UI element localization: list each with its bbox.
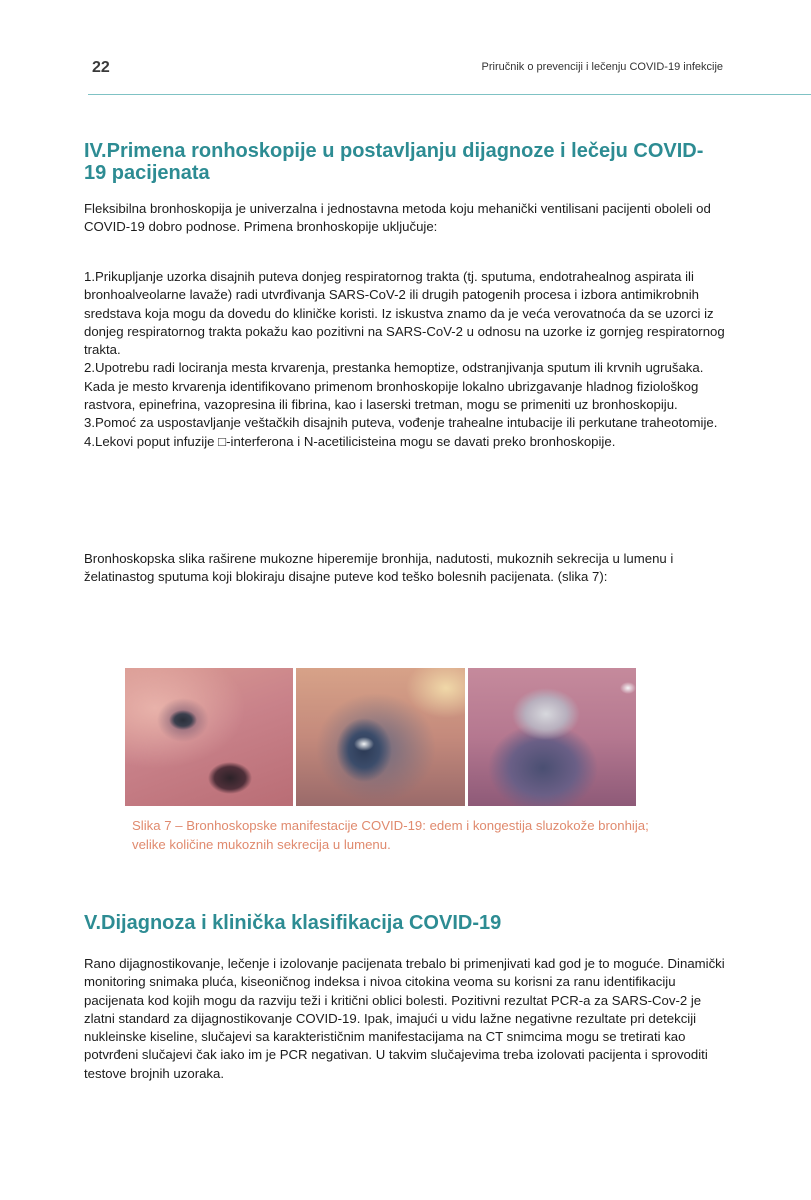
section-5-heading: V.Dijagnoza i klinička klasifikacija COVID-19 bbox=[84, 912, 502, 934]
running-header-title: Priručnik o prevenciji i lečenju COVID-19 infekcije bbox=[481, 61, 723, 73]
bronchoscopy-uses-list bbox=[84, 268, 730, 451]
list-item: 2.Upotrebu radi lociranja mesta krvarenja, prestanka hemoptize, odstranjivanja sputum ili krvnih ugrušaka. Kada je mesto krvarenja identifikovano primenom bronhoskopije lokalno ubrizgavanje hladnog fiziološkog rastvora, epinefrina, vazopresina ili fibrina, kao i laserski tretman, mogu se primeniti uz bronhoskopiju. bbox=[84, 360, 704, 413]
header-divider bbox=[88, 94, 811, 95]
bronchoscopy-figure bbox=[125, 668, 636, 806]
section-5-body-paragraph: Rano dijagnostikovanje, lečenje i izolovanje pacijenata trebalo bi primenjivati kad god je to moguće. Dinamički monitoring snimaka pluća, kiseoničnog indeksa i nivoa citokina veoma su korisni za ranu identifikaciju pacijenata kod kojih mogu da razviju teži i kritični oblici bolesti. Pozitivni rezultat PCR-a za SARS-Cov-2 je zlatni standard za dijagnostikovanje COVID-19. Ipak, imajući u vidu lažne negativne rezultate pri detekciji nukleinske kiseline, slučajevi sa karakterističnim manifestacijama na CT snimcima mogu se tretirati kao potvrđeni slučajevi čak iako im je PCR negativan. U takvim slučajevima treba izolovati pacijenta i sprovoditi testove brojnih uzoraka. bbox=[84, 956, 725, 1081]
bronchoscopy-photo bbox=[125, 668, 293, 806]
page-number: 22 bbox=[92, 59, 110, 76]
bronchoscopy-photo bbox=[296, 668, 464, 806]
list-item: 1.Prikupljanje uzorka disajnih puteva donjeg respiratornog trakta (tj. sputuma, endotrahealnog aspirata ili bronhoalveolarne lavaže) radi utvrđivanja SARS-CoV-2 ili drugih patogenih procesa i izbora antimikrobnih sredstava koja mogu da dovedu do kliničke koristi. Iz iskustva znamo da je veća verovatnoća da se uzorci iz donjeg respiratornog trakta pokažu kao pozitivni na SARS-CoV-2 u odnosu na uzorke iz gornjeg respiratornog trakta. bbox=[84, 269, 725, 358]
figure-intro-paragraph: Bronhoskopska slika raširene mukozne hiperemije bronhija, nadutosti, mukoznih sekrecija u lumenu i želatinastog sputuma koji blokiraju disajne puteve kod teško bolesnih pacijenata. (slika 7): bbox=[84, 551, 674, 585]
figure-caption: Slika 7 – Bronhoskopske manifestacije COVID-19: edem i kongestija sluzokože bronhija; velike količine mukoznih sekrecija u lumenu. bbox=[132, 818, 649, 852]
list-item: 3.Pomoć za uspostavljanje veštačkih disajnih puteva, vođenje trahealne intubacije ili perkutane traheotomije. bbox=[84, 415, 718, 431]
section-4-heading: IV.Primena ronhoskopije u postavljanju dijagnoze i lečeju COVID-19 pacijenata bbox=[84, 140, 704, 184]
section-4-intro-paragraph: Fleksibilna bronhoskopija je univerzalna i jednostavna metoda koju mehanički ventilisani pacijenti oboleli od COVID-19 dobro podnose. Primena bronhoskopije uključuje: bbox=[84, 201, 711, 235]
list-item: 4.Lekovi poput infuzije □-interferona i N-acetilicisteina mogu se davati preko bronhoskopije. bbox=[84, 433, 616, 449]
bronchoscopy-photo bbox=[468, 668, 636, 806]
